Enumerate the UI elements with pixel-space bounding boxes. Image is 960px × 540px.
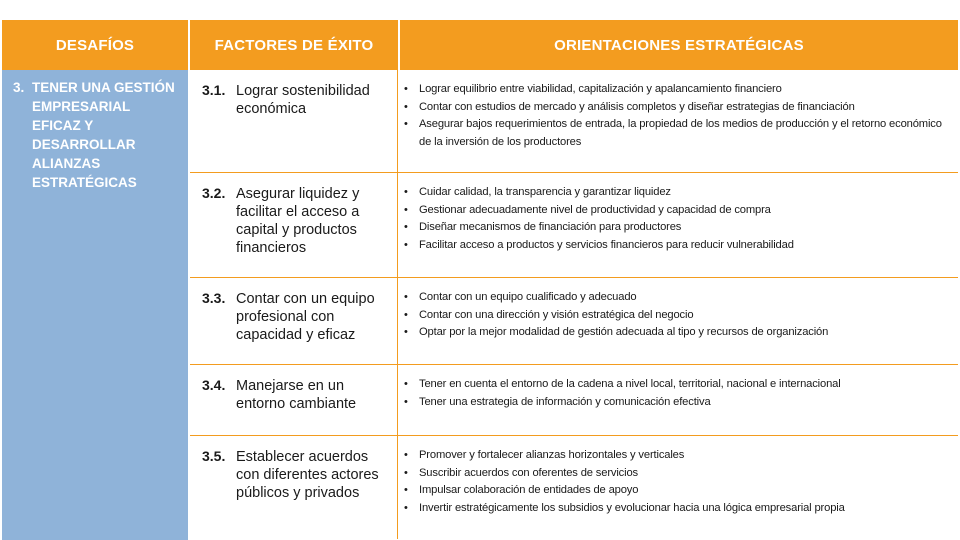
orientation-list (404, 184, 954, 254)
factor-cell (190, 173, 398, 277)
factor-cell (190, 70, 398, 172)
list-item: • Gestionar adecuadamente nivel de productividad y capacidad de compra (404, 203, 771, 216)
list-item: • Cuidar calidad, la transparencia y garantizar liquidez (404, 186, 671, 198)
header-factores: FACTORES DE ÉXITO (190, 20, 398, 70)
factor-cell (190, 365, 398, 435)
challenge-text: TENER UNA GESTIÓN EMPRESARIAL EFICAZ Y DESARROLLAR ALIANZAS ESTRATÉGICAS (32, 80, 175, 190)
table-row (190, 173, 958, 278)
list-item: • Impulsar colaboración de entidades de apoyo (404, 484, 639, 496)
list-item: • Promover y fortalecer alianzas horizontales y verticales (404, 449, 685, 461)
list-item: • Tener en cuenta el entorno de la cadena a nivel local, territorial, nacional e internacional (404, 378, 841, 390)
challenge-number: 3. (13, 80, 25, 95)
list-item: • Suscribir acuerdos con oferentes de servicios (404, 466, 638, 479)
factor-text: Establecer acuerdos con diferentes actores públicos y privados (236, 449, 379, 501)
list-item: • Optar por la mejor modalidad de gestión adecuada al tipo y recursos de organización (404, 326, 829, 338)
list-item: • Tener una estrategia de información y comunicación efectiva (404, 395, 711, 408)
orientation-list (404, 81, 954, 151)
table-row (190, 278, 958, 365)
factor-cell (190, 436, 398, 539)
factor-number: 3.1. (202, 82, 226, 98)
list-item: • Contar con una dirección y visión estratégica del negocio (404, 308, 694, 321)
list-item: • Lograr equilibrio entre viabilidad, capitalización y apalancamiento financiero (404, 83, 782, 95)
list-item: • Contar con un equipo cualificado y adecuado (404, 291, 637, 303)
factor-text: Asegurar liquidez y facilitar el acceso a capital y productos financieros (236, 186, 360, 256)
header-desafios: DESAFÍOS (2, 20, 188, 70)
factor-text: Manejarse en un entorno cambiante (236, 378, 357, 412)
challenge-cell (2, 70, 188, 540)
list-item: • Diseñar mecanismos de financiación para productores (404, 221, 682, 233)
factor-number: 3.5. (202, 448, 226, 464)
orientation-list (404, 289, 954, 342)
factor-text: Lograr sostenibilidad económica (236, 83, 370, 117)
list-item: • Facilitar acceso a productos y servicios financieros para reducir vulnerabilidad (404, 238, 794, 251)
orientation-list (404, 376, 954, 411)
strategy-table (2, 20, 958, 540)
list-item: • Contar con estudios de mercado y análisis completos y diseñar estrategias de financiación (404, 100, 855, 113)
table-row (190, 436, 958, 539)
factor-number: 3.2. (202, 185, 226, 201)
list-item: • Asegurar bajos requerimientos de entrada, la propiedad de los medios de producción y el retorno económico de la inversión de los productores (404, 118, 942, 148)
table-row (190, 365, 958, 436)
factor-text: Contar con un equipo profesional con capacidad y eficaz (236, 291, 375, 343)
header-orientaciones: ORIENTACIONES ESTRATÉGICAS (400, 20, 958, 70)
factor-cell (190, 278, 398, 364)
table-row (190, 70, 958, 173)
list-item: • Invertir estratégicamente los subsidios y evolucionar hacia una lógica empresarial propia (404, 501, 845, 514)
factor-number: 3.3. (202, 290, 226, 306)
factor-number: 3.4. (202, 377, 226, 393)
orientation-list (404, 447, 954, 517)
